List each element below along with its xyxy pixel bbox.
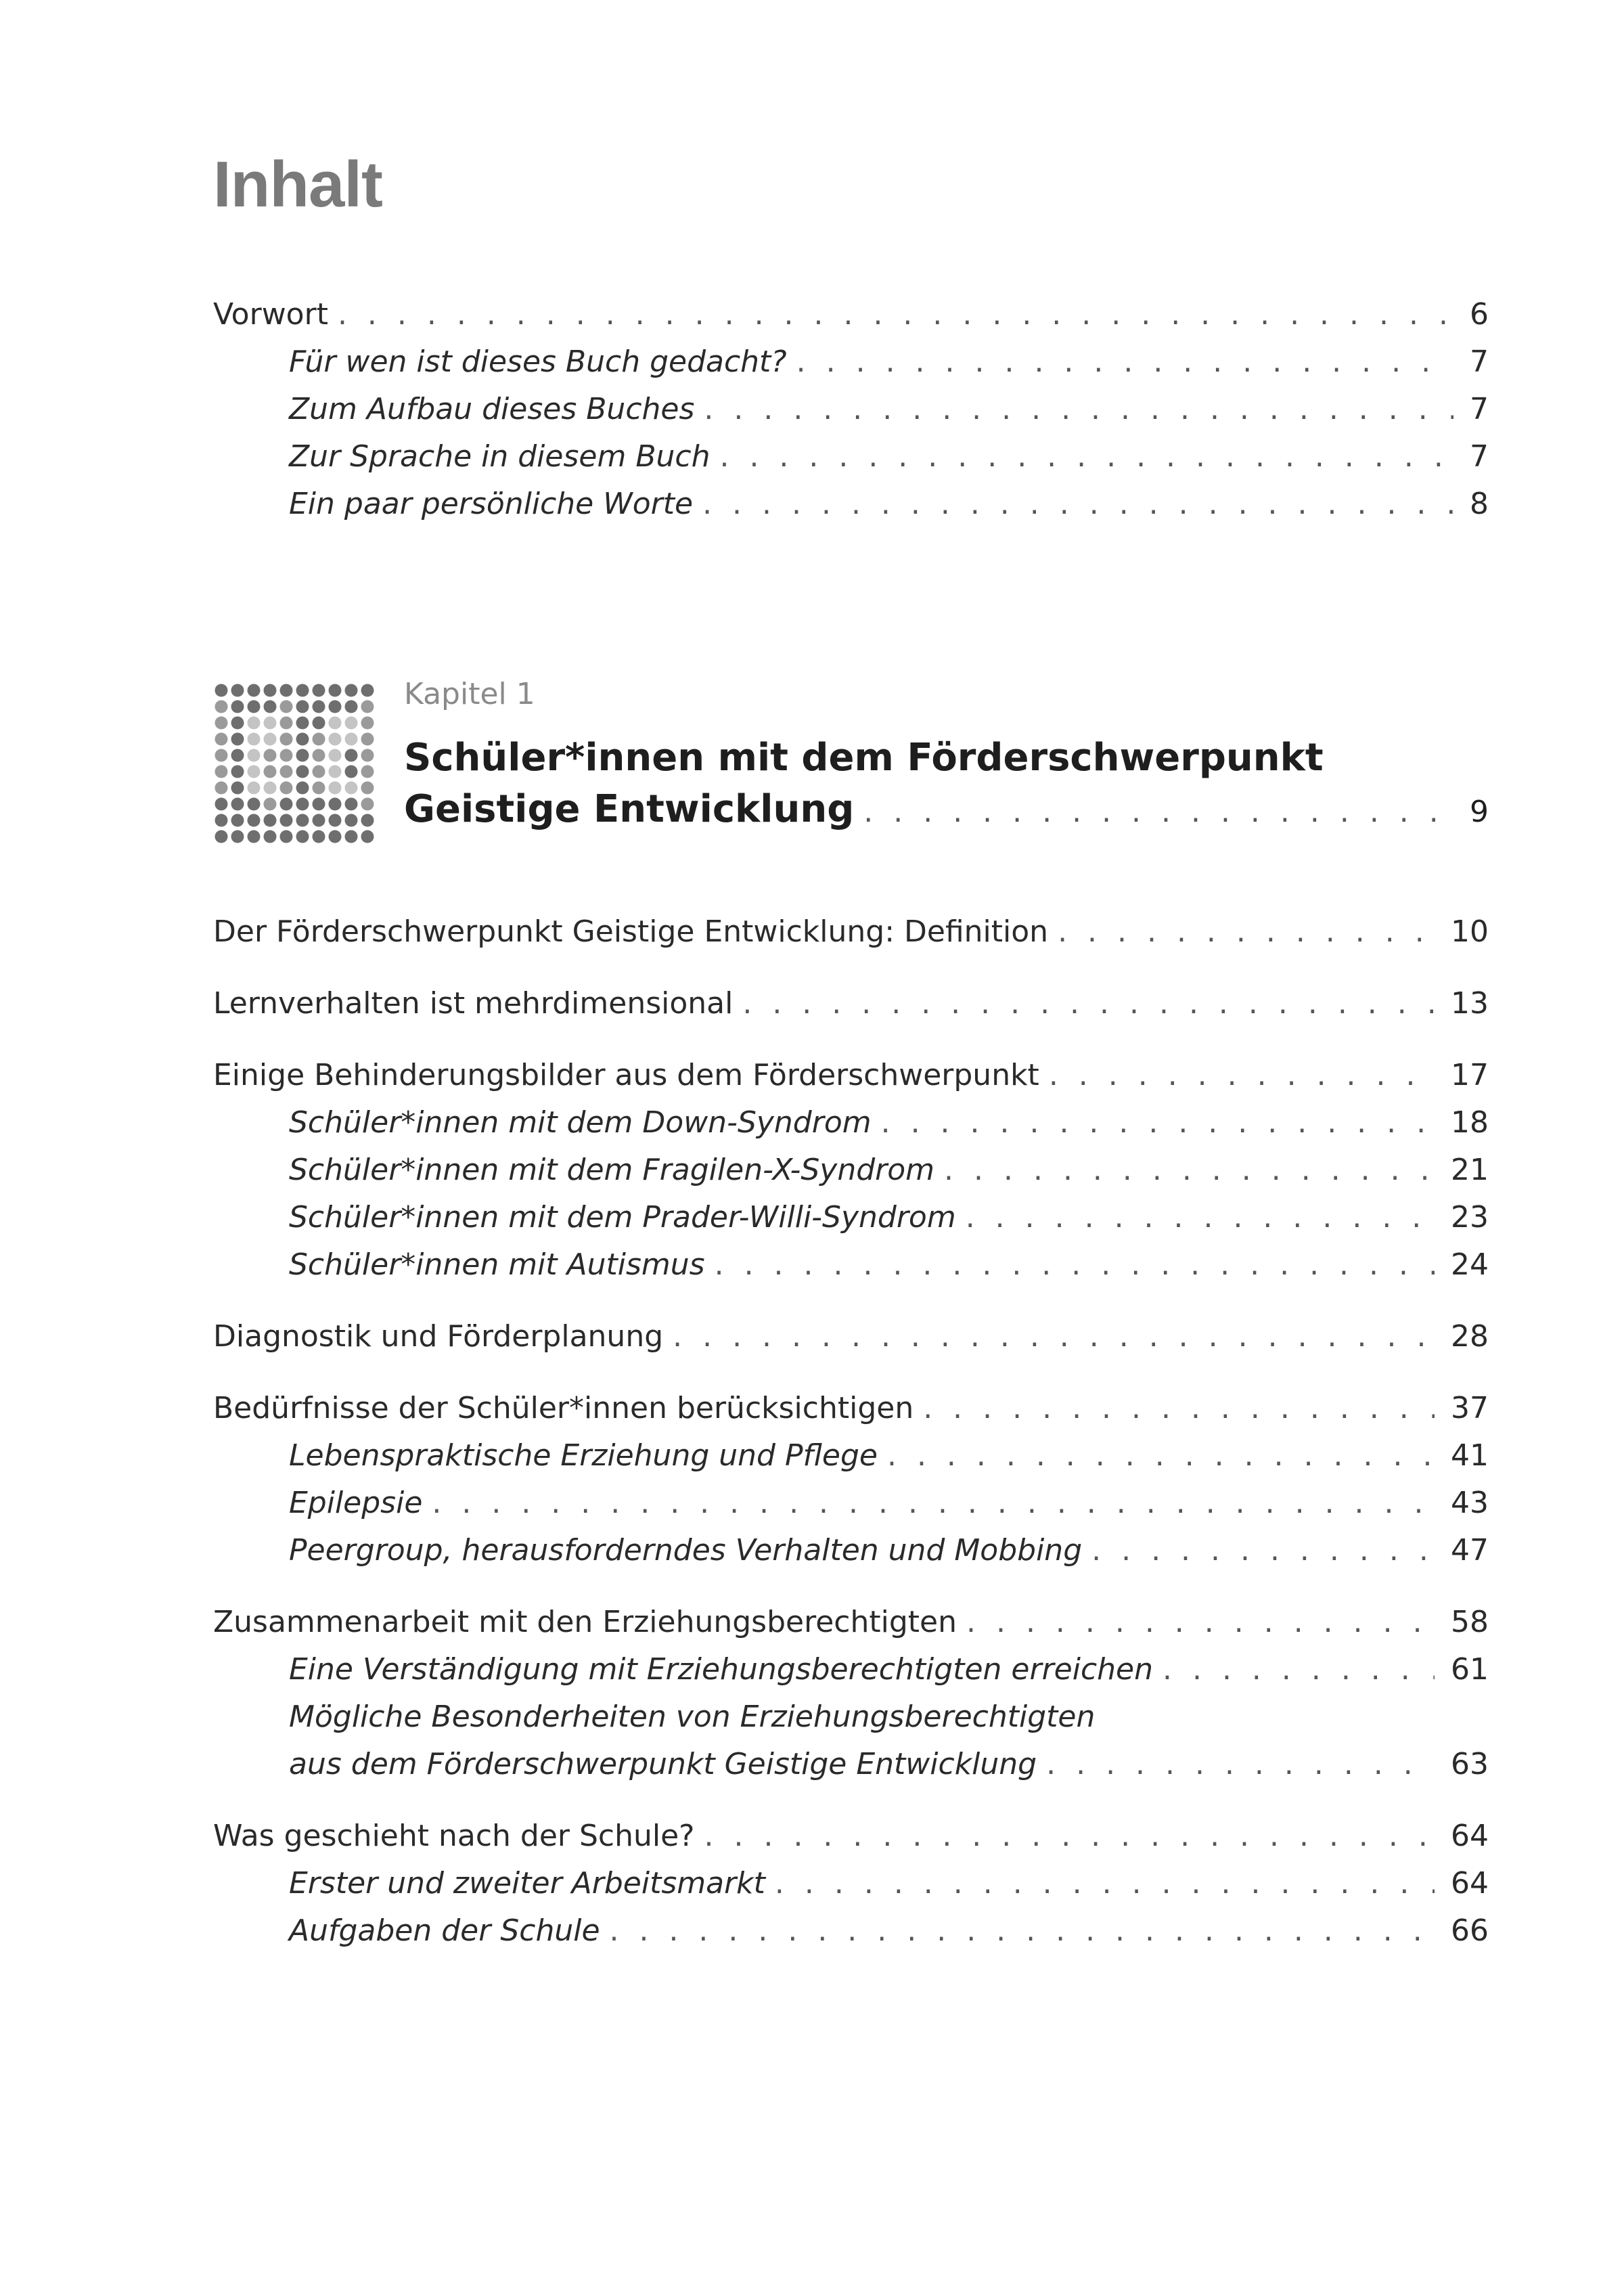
leader-dots — [1058, 908, 1435, 956]
front-matter-list — [213, 291, 1489, 528]
chapter-heading — [213, 677, 1489, 853]
toc-entry-label: Schüler*innen mit dem Down-Syndrom — [289, 1105, 872, 1140]
toc-entry[interactable] — [213, 291, 1489, 338]
leader-dots — [775, 1860, 1435, 1907]
toc-subentry[interactable] — [213, 1860, 1489, 1907]
leader-dots — [881, 1099, 1435, 1147]
toc-subentry[interactable] — [213, 433, 1489, 481]
chapter-title[interactable] — [404, 732, 1489, 838]
toc-page-number: 61 — [1451, 1652, 1489, 1687]
toc-entry[interactable] — [213, 908, 1489, 956]
leader-dots — [1049, 1052, 1435, 1099]
toc-page-number: 64 — [1451, 1819, 1489, 1853]
leader-dots — [704, 386, 1453, 433]
leader-dots — [702, 481, 1453, 528]
leader-dots — [854, 786, 1453, 838]
leader-dots — [719, 433, 1453, 481]
toc-page-number: 64 — [1451, 1866, 1489, 1901]
toc-page-number: 66 — [1451, 1913, 1489, 1948]
toc-subentry[interactable] — [213, 1194, 1489, 1241]
toc-section — [213, 980, 1489, 1027]
toc-subentry[interactable] — [213, 1741, 1489, 1788]
toc-page-number: 58 — [1451, 1605, 1489, 1639]
toc-section — [213, 1313, 1489, 1360]
toc-entry-label: Für wen ist dieses Buch gedacht? — [289, 345, 787, 379]
toc-page-number: 10 — [1451, 914, 1489, 949]
toc-subentry[interactable] — [213, 1432, 1489, 1480]
leader-dots — [944, 1147, 1435, 1194]
toc-page-number: 21 — [1451, 1153, 1489, 1187]
leader-dots — [1046, 1741, 1435, 1788]
toc-page-number: 8 — [1470, 487, 1489, 521]
toc-entry-label: Vorwort — [213, 297, 328, 332]
toc-page-number: 24 — [1451, 1247, 1489, 1282]
chapter-number: Kapitel 1 — [404, 677, 535, 711]
chapter-contents-list — [213, 908, 1489, 1979]
toc-entry-label: Peergroup, herausforderndes Verhalten und Mobbing — [289, 1533, 1083, 1568]
toc-subentry[interactable] — [213, 1907, 1489, 1955]
toc-subentry[interactable] — [213, 481, 1489, 528]
toc-entry-label: aus dem Förderschwerpunkt Geistige Entwicklung — [289, 1747, 1037, 1781]
toc-page-number: 23 — [1451, 1200, 1489, 1235]
toc-subentry[interactable] — [213, 338, 1489, 386]
toc-entry-label: Bedürfnisse der Schüler*innen berücksichtigen — [213, 1391, 914, 1425]
toc-entry[interactable] — [213, 1313, 1489, 1360]
leader-dots — [742, 980, 1435, 1027]
toc-page-number: 41 — [1451, 1438, 1489, 1473]
toc-section — [213, 1385, 1489, 1574]
toc-section — [213, 1599, 1489, 1788]
toc-subentry[interactable] — [213, 1241, 1489, 1289]
toc-entry-label: Lebenspraktische Erziehung und Pflege — [289, 1438, 878, 1473]
chapter-title-line2: Geistige Entwicklung — [404, 787, 855, 831]
toc-entry-label: Eine Verständigung mit Erziehungsberechtigten erreichen — [289, 1652, 1153, 1687]
toc-page-number: 7 — [1470, 392, 1489, 426]
toc-entry-label: Mögliche Besonderheiten von Erziehungsberechtigten — [289, 1700, 1096, 1734]
leader-dots — [923, 1385, 1435, 1432]
toc-subentry[interactable] — [213, 1099, 1489, 1147]
toc-subentry[interactable] — [213, 1527, 1489, 1574]
page-title: Inhalt — [213, 148, 382, 221]
leader-dots — [1163, 1646, 1435, 1693]
toc-entry-label: Ein paar persönliche Worte — [289, 487, 694, 521]
toc-subentry[interactable] — [213, 1693, 1489, 1741]
leader-dots — [887, 1432, 1435, 1480]
toc-entry-label: Diagnostik und Förderplanung — [213, 1319, 664, 1354]
toc-entry[interactable] — [213, 1599, 1489, 1646]
toc-entry[interactable] — [213, 1813, 1489, 1860]
leader-dots — [673, 1313, 1435, 1360]
toc-page-number: 13 — [1451, 986, 1489, 1021]
toc-entry-label: Erster und zweiter Arbeitsmarkt — [289, 1866, 765, 1901]
toc-page-number: 47 — [1451, 1533, 1489, 1568]
toc-entry-label: Aufgaben der Schule — [289, 1913, 600, 1948]
toc-entry-label: Lernverhalten ist mehrdimensional — [213, 986, 734, 1021]
chapter-title-line1: Schüler*innen mit dem Förderschwerpunkt — [404, 736, 1324, 780]
toc-entry[interactable] — [213, 980, 1489, 1027]
toc-subentry[interactable] — [213, 1646, 1489, 1693]
toc-page-number: 7 — [1470, 439, 1489, 474]
toc-subentry[interactable] — [213, 386, 1489, 433]
leader-dots — [1091, 1527, 1435, 1574]
toc-entry-label: Zusammenarbeit mit den Erziehungsberechtigten — [213, 1605, 957, 1639]
toc-page-number: 18 — [1451, 1105, 1489, 1140]
toc-entry[interactable] — [213, 1385, 1489, 1432]
toc-page-number: 63 — [1451, 1747, 1489, 1781]
toc-subentry[interactable] — [213, 1480, 1489, 1527]
dot-grid-icon — [213, 682, 376, 845]
toc-section — [213, 1813, 1489, 1955]
leader-dots — [610, 1907, 1435, 1955]
toc-page-number: 7 — [1470, 345, 1489, 379]
toc-page-number: 6 — [1470, 297, 1489, 332]
toc-entry-label: Zum Aufbau dieses Buches — [289, 392, 695, 426]
leader-dots — [966, 1194, 1435, 1241]
toc-entry-label: Was geschieht nach der Schule? — [213, 1819, 695, 1853]
toc-page-number: 28 — [1451, 1319, 1489, 1354]
toc-entry-label: Epilepsie — [289, 1486, 423, 1520]
toc-entry-label: Einige Behinderungsbilder aus dem Förderschwerpunkt — [213, 1058, 1039, 1092]
toc-subentry[interactable] — [213, 1147, 1489, 1194]
toc-entry-label: Schüler*innen mit dem Prader-Willi-Syndrom — [289, 1200, 956, 1235]
leader-dots — [432, 1480, 1435, 1527]
leader-dots — [715, 1241, 1435, 1289]
toc-entry-label: Zur Sprache in diesem Buch — [289, 439, 710, 474]
leader-dots — [796, 338, 1453, 386]
toc-page-number: 37 — [1451, 1391, 1489, 1425]
leader-dots — [338, 291, 1453, 338]
toc-entry-label: Schüler*innen mit dem Fragilen-X-Syndrom — [289, 1153, 935, 1187]
chapter-page-number: 9 — [1470, 795, 1489, 829]
toc-section — [213, 1052, 1489, 1289]
toc-page-number: 43 — [1451, 1486, 1489, 1520]
leader-dots — [966, 1599, 1435, 1646]
leader-dots — [704, 1813, 1435, 1860]
toc-entry-label: Der Förderschwerpunkt Geistige Entwicklung: Definition — [213, 914, 1049, 949]
toc-section — [213, 908, 1489, 956]
toc-page-number: 17 — [1451, 1058, 1489, 1092]
toc-entry[interactable] — [213, 1052, 1489, 1099]
toc-entry-label: Schüler*innen mit Autismus — [289, 1247, 705, 1282]
